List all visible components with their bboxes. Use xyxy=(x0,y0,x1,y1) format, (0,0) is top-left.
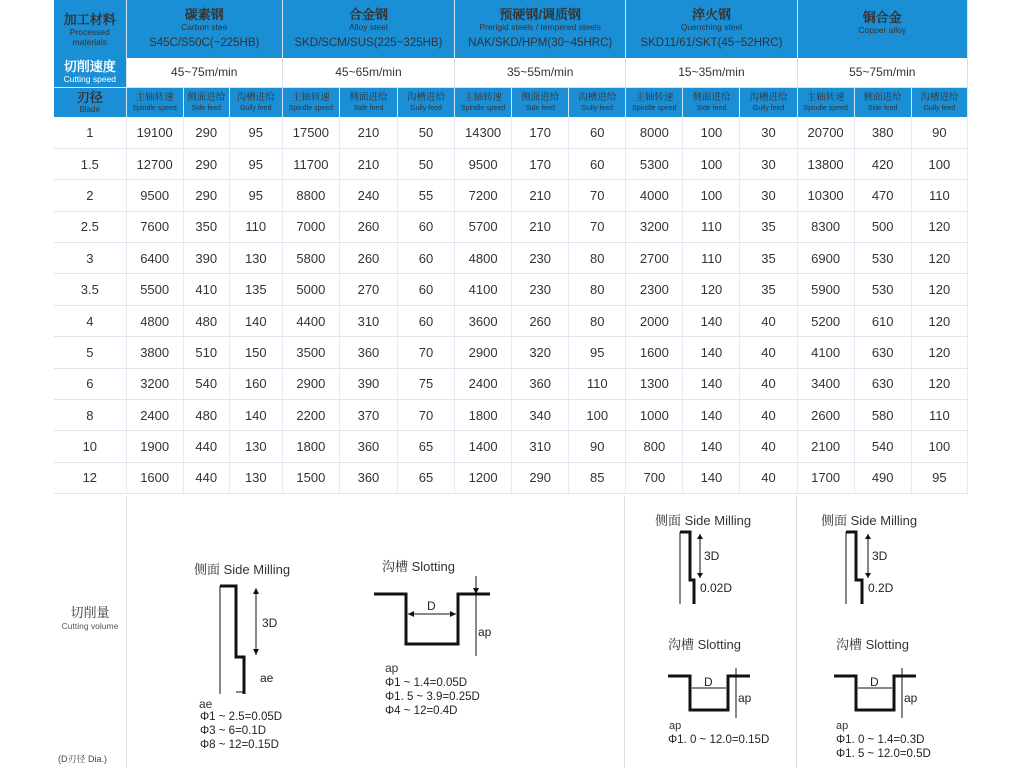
value-cell: 1600 xyxy=(626,337,683,368)
value-cell: 2900 xyxy=(455,337,512,368)
value-cell: 40 xyxy=(740,400,797,431)
value-cell: 95 xyxy=(911,462,967,493)
value-cell: 390 xyxy=(183,243,229,274)
value-cell: 35 xyxy=(740,274,797,305)
material-label-zh: 加工材料 xyxy=(63,11,116,27)
subheader-side-feed: 侧面进给 Side feed xyxy=(339,87,397,117)
value-cell: 30 xyxy=(740,117,797,148)
copper-3d-label: 3D xyxy=(872,549,888,563)
value-cell: 4100 xyxy=(797,337,854,368)
value-cell: 110 xyxy=(911,400,967,431)
value-cell: 11700 xyxy=(282,148,339,179)
value-cell: 6900 xyxy=(797,243,854,274)
value-cell: 260 xyxy=(339,211,397,242)
table-row xyxy=(54,211,968,242)
side-ae-label: ae xyxy=(260,671,274,685)
value-cell: 1800 xyxy=(282,431,339,462)
value-cell: 260 xyxy=(512,305,569,336)
value-cell: 310 xyxy=(512,431,569,462)
subheader-gully-feed: 沟槽进给 Gully feed xyxy=(911,87,967,117)
subheader-spindle-speed: 主轴转速 Spindle speed xyxy=(126,87,183,117)
hard-slot-diagram xyxy=(666,666,776,726)
value-cell: 240 xyxy=(339,180,397,211)
value-cell: 60 xyxy=(397,211,454,242)
value-cell: 70 xyxy=(397,400,454,431)
value-cell: 95 xyxy=(569,337,626,368)
value-cell: 130 xyxy=(229,431,282,462)
value-cell: 120 xyxy=(683,274,740,305)
cutting-volume-section xyxy=(54,496,968,768)
value-cell: 17500 xyxy=(282,117,339,148)
blade-diameter-cell: 3.5 xyxy=(54,274,126,305)
value-cell: 150 xyxy=(229,337,282,368)
table-row xyxy=(54,431,968,462)
value-cell: 50 xyxy=(397,117,454,148)
value-cell: 160 xyxy=(229,368,282,399)
value-cell: 140 xyxy=(229,400,282,431)
value-cell: 360 xyxy=(339,431,397,462)
value-cell: 5500 xyxy=(126,274,183,305)
value-cell: 170 xyxy=(512,148,569,179)
value-cell: 85 xyxy=(569,462,626,493)
subheader-gully-feed: 沟槽进给 Gully feed xyxy=(229,87,282,117)
subheader-spindle-speed: 主轴转速 Spindle speed xyxy=(455,87,512,117)
value-cell: 340 xyxy=(512,400,569,431)
value-cell: 2600 xyxy=(797,400,854,431)
value-cell: 360 xyxy=(512,368,569,399)
copper-ae-label: 0.2D xyxy=(868,581,894,595)
table-row xyxy=(54,368,968,399)
value-cell: 95 xyxy=(229,180,282,211)
value-cell: 95 xyxy=(229,117,282,148)
material-prehardened-steel: 预硬钢/调质钢 Prerigid steels / tempered steels NAK/SKD/HPM(30~45HRC) xyxy=(455,0,626,58)
material-label-en: Processed materials xyxy=(69,26,110,47)
table-row xyxy=(54,337,968,368)
column-subheader-row xyxy=(54,87,968,117)
copper-side-title: 侧面 Side Milling xyxy=(821,513,918,528)
value-cell: 700 xyxy=(626,462,683,493)
value-cell: 140 xyxy=(683,368,740,399)
table-row xyxy=(54,243,968,274)
value-cell: 210 xyxy=(339,117,397,148)
material-header-row xyxy=(54,0,968,58)
value-cell: 110 xyxy=(569,368,626,399)
speed-alloy-steel: 45~65m/min xyxy=(282,58,454,87)
value-cell: 2200 xyxy=(282,400,339,431)
table-row xyxy=(54,400,968,431)
value-cell: 1200 xyxy=(455,462,512,493)
hard-slot-ap-caption: ap xyxy=(669,720,682,732)
copper-slot-ap-label: ap xyxy=(904,691,918,705)
value-cell: 60 xyxy=(397,305,454,336)
diameter-note: (D刃径 Dia.) xyxy=(58,754,107,764)
value-cell: 230 xyxy=(512,274,569,305)
cutting-speed-row xyxy=(54,58,968,87)
hard-side-title: 侧面 Side Milling xyxy=(655,513,752,528)
table-row xyxy=(54,274,968,305)
value-cell: 140 xyxy=(683,431,740,462)
value-cell: 260 xyxy=(339,243,397,274)
value-cell: 4800 xyxy=(455,243,512,274)
value-cell: 13800 xyxy=(797,148,854,179)
value-cell: 140 xyxy=(683,462,740,493)
blade-diameter-cell: 12 xyxy=(54,462,126,493)
material-alloy-steel: 合金钢 Alloy steel SKD/SCM/SUS(225~325HB) xyxy=(282,0,454,58)
blade-diameter-cell: 5 xyxy=(54,337,126,368)
subheader-spindle-speed: 主轴转速 Spindle speed xyxy=(626,87,683,117)
value-cell: 1000 xyxy=(626,400,683,431)
side-ae-notes: Φ1 ~ 2.5=0.05D Φ3 ~ 6=0.1D Φ8 ~ 12=0.15D xyxy=(200,711,283,751)
subheader-gully-feed: 沟槽进给 Gully feed xyxy=(569,87,626,117)
value-cell: 55 xyxy=(397,180,454,211)
hard-slot-ap-label: ap xyxy=(738,691,752,705)
value-cell: 170 xyxy=(512,117,569,148)
value-cell: 35 xyxy=(740,211,797,242)
slot-d-label: D xyxy=(427,599,436,613)
value-cell: 3200 xyxy=(126,368,183,399)
cutting-parameter-table xyxy=(54,0,968,494)
value-cell: 630 xyxy=(854,337,911,368)
value-cell: 120 xyxy=(911,274,967,305)
value-cell: 40 xyxy=(740,305,797,336)
value-cell: 30 xyxy=(740,148,797,179)
side-milling-title: 侧面 Side Milling xyxy=(194,562,291,577)
subheader-spindle-speed: 主轴转速 Spindle speed xyxy=(797,87,854,117)
value-cell: 230 xyxy=(512,243,569,274)
speed-carbon-steel: 45~75m/min xyxy=(126,58,282,87)
value-cell: 80 xyxy=(569,274,626,305)
subheader-gully-feed: 沟槽进给 Gully feed xyxy=(397,87,454,117)
table-row xyxy=(54,148,968,179)
hard-3d-label: 3D xyxy=(704,549,720,563)
value-cell: 490 xyxy=(854,462,911,493)
value-cell: 1700 xyxy=(797,462,854,493)
value-cell: 100 xyxy=(683,148,740,179)
value-cell: 380 xyxy=(854,117,911,148)
table-row xyxy=(54,117,968,148)
value-cell: 580 xyxy=(854,400,911,431)
value-cell: 4800 xyxy=(126,305,183,336)
value-cell: 2100 xyxy=(797,431,854,462)
value-cell: 530 xyxy=(854,274,911,305)
value-cell: 9500 xyxy=(455,148,512,179)
copper-slot-title: 沟槽 Slotting xyxy=(836,637,909,652)
value-cell: 120 xyxy=(911,243,967,274)
value-cell: 390 xyxy=(339,368,397,399)
value-cell: 5700 xyxy=(455,211,512,242)
slot-ap-notes: Φ1 ~ 1.4=0.05D Φ1. 5 ~ 3.9=0.25D Φ4 ~ 12=0.4D xyxy=(385,677,480,717)
value-cell: 60 xyxy=(397,243,454,274)
blade-label: 刃径 Blade xyxy=(54,87,126,117)
value-cell: 8800 xyxy=(282,180,339,211)
value-cell: 3500 xyxy=(282,337,339,368)
hard-slot-note: Φ1. 0 ~ 12.0=0.15D xyxy=(668,734,770,746)
copper-slot-ap-caption: ap xyxy=(836,720,849,732)
value-cell: 110 xyxy=(683,211,740,242)
value-cell: 1800 xyxy=(455,400,512,431)
blade-diameter-cell: 4 xyxy=(54,305,126,336)
value-cell: 140 xyxy=(683,337,740,368)
value-cell: 40 xyxy=(740,368,797,399)
value-cell: 100 xyxy=(911,148,967,179)
value-cell: 5800 xyxy=(282,243,339,274)
value-cell: 135 xyxy=(229,274,282,305)
hard-side-diagram xyxy=(672,528,772,608)
value-cell: 3200 xyxy=(626,211,683,242)
material-carbon-steel: 碳素钢 Carbon stee S45C/S50C(~225HB) xyxy=(126,0,282,58)
value-cell: 5000 xyxy=(282,274,339,305)
value-cell: 7600 xyxy=(126,211,183,242)
material-quenching-steel: 淬火钢 Quenching steel SKD11/61/SKT(45~52HRC) xyxy=(626,0,797,58)
value-cell: 6400 xyxy=(126,243,183,274)
value-cell: 40 xyxy=(740,431,797,462)
side-milling-diagram xyxy=(204,582,304,702)
cutting-speed-label: 切削速度 Cutting speed xyxy=(54,58,126,87)
value-cell: 40 xyxy=(740,462,797,493)
hard-ae-label: 0.02D xyxy=(700,581,733,595)
value-cell: 360 xyxy=(339,337,397,368)
value-cell: 60 xyxy=(569,117,626,148)
value-cell: 420 xyxy=(854,148,911,179)
blade-diameter-cell: 1 xyxy=(54,117,126,148)
value-cell: 120 xyxy=(911,368,967,399)
blade-diameter-cell: 3 xyxy=(54,243,126,274)
value-cell: 40 xyxy=(740,337,797,368)
value-cell: 70 xyxy=(569,180,626,211)
value-cell: 310 xyxy=(339,305,397,336)
value-cell: 90 xyxy=(569,431,626,462)
value-cell: 110 xyxy=(911,180,967,211)
value-cell: 80 xyxy=(569,243,626,274)
value-cell: 65 xyxy=(397,462,454,493)
value-cell: 75 xyxy=(397,368,454,399)
speed-quenching-steel: 15~35m/min xyxy=(626,58,797,87)
value-cell: 95 xyxy=(229,148,282,179)
value-cell: 90 xyxy=(911,117,967,148)
copper-slot-diagram xyxy=(832,666,942,726)
value-cell: 30 xyxy=(740,180,797,211)
table-row xyxy=(54,180,968,211)
value-cell: 19100 xyxy=(126,117,183,148)
copper-side-diagram xyxy=(838,528,938,608)
value-cell: 50 xyxy=(397,148,454,179)
value-cell: 290 xyxy=(183,148,229,179)
value-cell: 610 xyxy=(854,305,911,336)
value-cell: 140 xyxy=(229,305,282,336)
value-cell: 140 xyxy=(683,305,740,336)
copper-slot-d-label: D xyxy=(870,675,879,689)
hard-slot-title: 沟槽 Slotting xyxy=(668,637,741,652)
value-cell: 5300 xyxy=(626,148,683,179)
side-3d-label: 3D xyxy=(262,616,278,630)
value-cell: 270 xyxy=(339,274,397,305)
value-cell: 2400 xyxy=(126,400,183,431)
speed-prehardened-steel: 35~55m/min xyxy=(455,58,626,87)
value-cell: 14300 xyxy=(455,117,512,148)
subheader-side-feed: 侧面进给 Side feed xyxy=(183,87,229,117)
value-cell: 540 xyxy=(183,368,229,399)
value-cell: 370 xyxy=(339,400,397,431)
value-cell: 510 xyxy=(183,337,229,368)
value-cell: 120 xyxy=(911,211,967,242)
blade-diameter-cell: 8 xyxy=(54,400,126,431)
slot-ap-caption: ap xyxy=(385,661,399,675)
value-cell: 530 xyxy=(854,243,911,274)
value-cell: 1600 xyxy=(126,462,183,493)
value-cell: 1500 xyxy=(282,462,339,493)
value-cell: 290 xyxy=(183,180,229,211)
value-cell: 1900 xyxy=(126,431,183,462)
value-cell: 500 xyxy=(854,211,911,242)
value-cell: 410 xyxy=(183,274,229,305)
value-cell: 7000 xyxy=(282,211,339,242)
value-cell: 470 xyxy=(854,180,911,211)
value-cell: 110 xyxy=(229,211,282,242)
value-cell: 480 xyxy=(183,305,229,336)
value-cell: 320 xyxy=(512,337,569,368)
value-cell: 4400 xyxy=(282,305,339,336)
value-cell: 130 xyxy=(229,462,282,493)
value-cell: 540 xyxy=(854,431,911,462)
value-cell: 800 xyxy=(626,431,683,462)
value-cell: 4100 xyxy=(455,274,512,305)
value-cell: 2400 xyxy=(455,368,512,399)
value-cell: 3400 xyxy=(797,368,854,399)
blade-diameter-cell: 2.5 xyxy=(54,211,126,242)
value-cell: 130 xyxy=(229,243,282,274)
material-copper-alloy: 铜合金 Copper alloy xyxy=(797,0,967,58)
value-cell: 110 xyxy=(683,243,740,274)
value-cell: 12700 xyxy=(126,148,183,179)
value-cell: 2900 xyxy=(282,368,339,399)
slot-ap-label: ap xyxy=(478,625,492,639)
table-body xyxy=(54,117,968,494)
value-cell: 100 xyxy=(569,400,626,431)
value-cell: 60 xyxy=(569,148,626,179)
value-cell: 360 xyxy=(339,462,397,493)
value-cell: 2000 xyxy=(626,305,683,336)
copper-slot-notes: Φ1. 0 ~ 1.4=0.3D Φ1. 5 ~ 12.0=0.5D xyxy=(836,734,931,760)
value-cell: 5900 xyxy=(797,274,854,305)
value-cell: 65 xyxy=(397,431,454,462)
value-cell: 350 xyxy=(183,211,229,242)
blade-diameter-cell: 1.5 xyxy=(54,148,126,179)
slotting-diagram xyxy=(372,574,502,664)
value-cell: 120 xyxy=(911,305,967,336)
value-cell: 100 xyxy=(683,117,740,148)
value-cell: 3800 xyxy=(126,337,183,368)
value-cell: 60 xyxy=(397,274,454,305)
value-cell: 480 xyxy=(183,400,229,431)
value-cell: 290 xyxy=(512,462,569,493)
value-cell: 4000 xyxy=(626,180,683,211)
table-row xyxy=(54,462,968,493)
value-cell: 210 xyxy=(339,148,397,179)
blade-diameter-cell: 6 xyxy=(54,368,126,399)
slotting-title: 沟槽 Slotting xyxy=(382,559,455,574)
value-cell: 1300 xyxy=(626,368,683,399)
value-cell: 140 xyxy=(683,400,740,431)
subheader-side-feed: 侧面进给 Side feed xyxy=(512,87,569,117)
value-cell: 70 xyxy=(569,211,626,242)
subheader-gully-feed: 沟槽进给 Gully feed xyxy=(740,87,797,117)
value-cell: 1400 xyxy=(455,431,512,462)
subheader-spindle-speed: 主轴转速 Spindle speed xyxy=(282,87,339,117)
value-cell: 9500 xyxy=(126,180,183,211)
value-cell: 7200 xyxy=(455,180,512,211)
value-cell: 70 xyxy=(397,337,454,368)
value-cell: 440 xyxy=(183,431,229,462)
value-cell: 2700 xyxy=(626,243,683,274)
blade-diameter-cell: 10 xyxy=(54,431,126,462)
speed-copper-alloy: 55~75m/min xyxy=(797,58,967,87)
value-cell: 10300 xyxy=(797,180,854,211)
value-cell: 100 xyxy=(683,180,740,211)
value-cell: 80 xyxy=(569,305,626,336)
subheader-side-feed: 侧面进给 Side feed xyxy=(854,87,911,117)
value-cell: 35 xyxy=(740,243,797,274)
value-cell: 100 xyxy=(911,431,967,462)
value-cell: 8000 xyxy=(626,117,683,148)
side-ae-caption: ae xyxy=(199,697,213,711)
value-cell: 630 xyxy=(854,368,911,399)
value-cell: 8300 xyxy=(797,211,854,242)
value-cell: 20700 xyxy=(797,117,854,148)
value-cell: 440 xyxy=(183,462,229,493)
value-cell: 290 xyxy=(183,117,229,148)
value-cell: 120 xyxy=(911,337,967,368)
value-cell: 210 xyxy=(512,180,569,211)
value-cell: 210 xyxy=(512,211,569,242)
table-row xyxy=(54,305,968,336)
subheader-side-feed: 侧面进给 Side feed xyxy=(683,87,740,117)
cutting-volume-label: 切削量 Cutting volume xyxy=(61,605,119,631)
value-cell: 2300 xyxy=(626,274,683,305)
hard-slot-d-label: D xyxy=(704,675,713,689)
value-cell: 5200 xyxy=(797,305,854,336)
material-label-cell xyxy=(54,0,126,58)
value-cell: 3600 xyxy=(455,305,512,336)
blade-diameter-cell: 2 xyxy=(54,180,126,211)
